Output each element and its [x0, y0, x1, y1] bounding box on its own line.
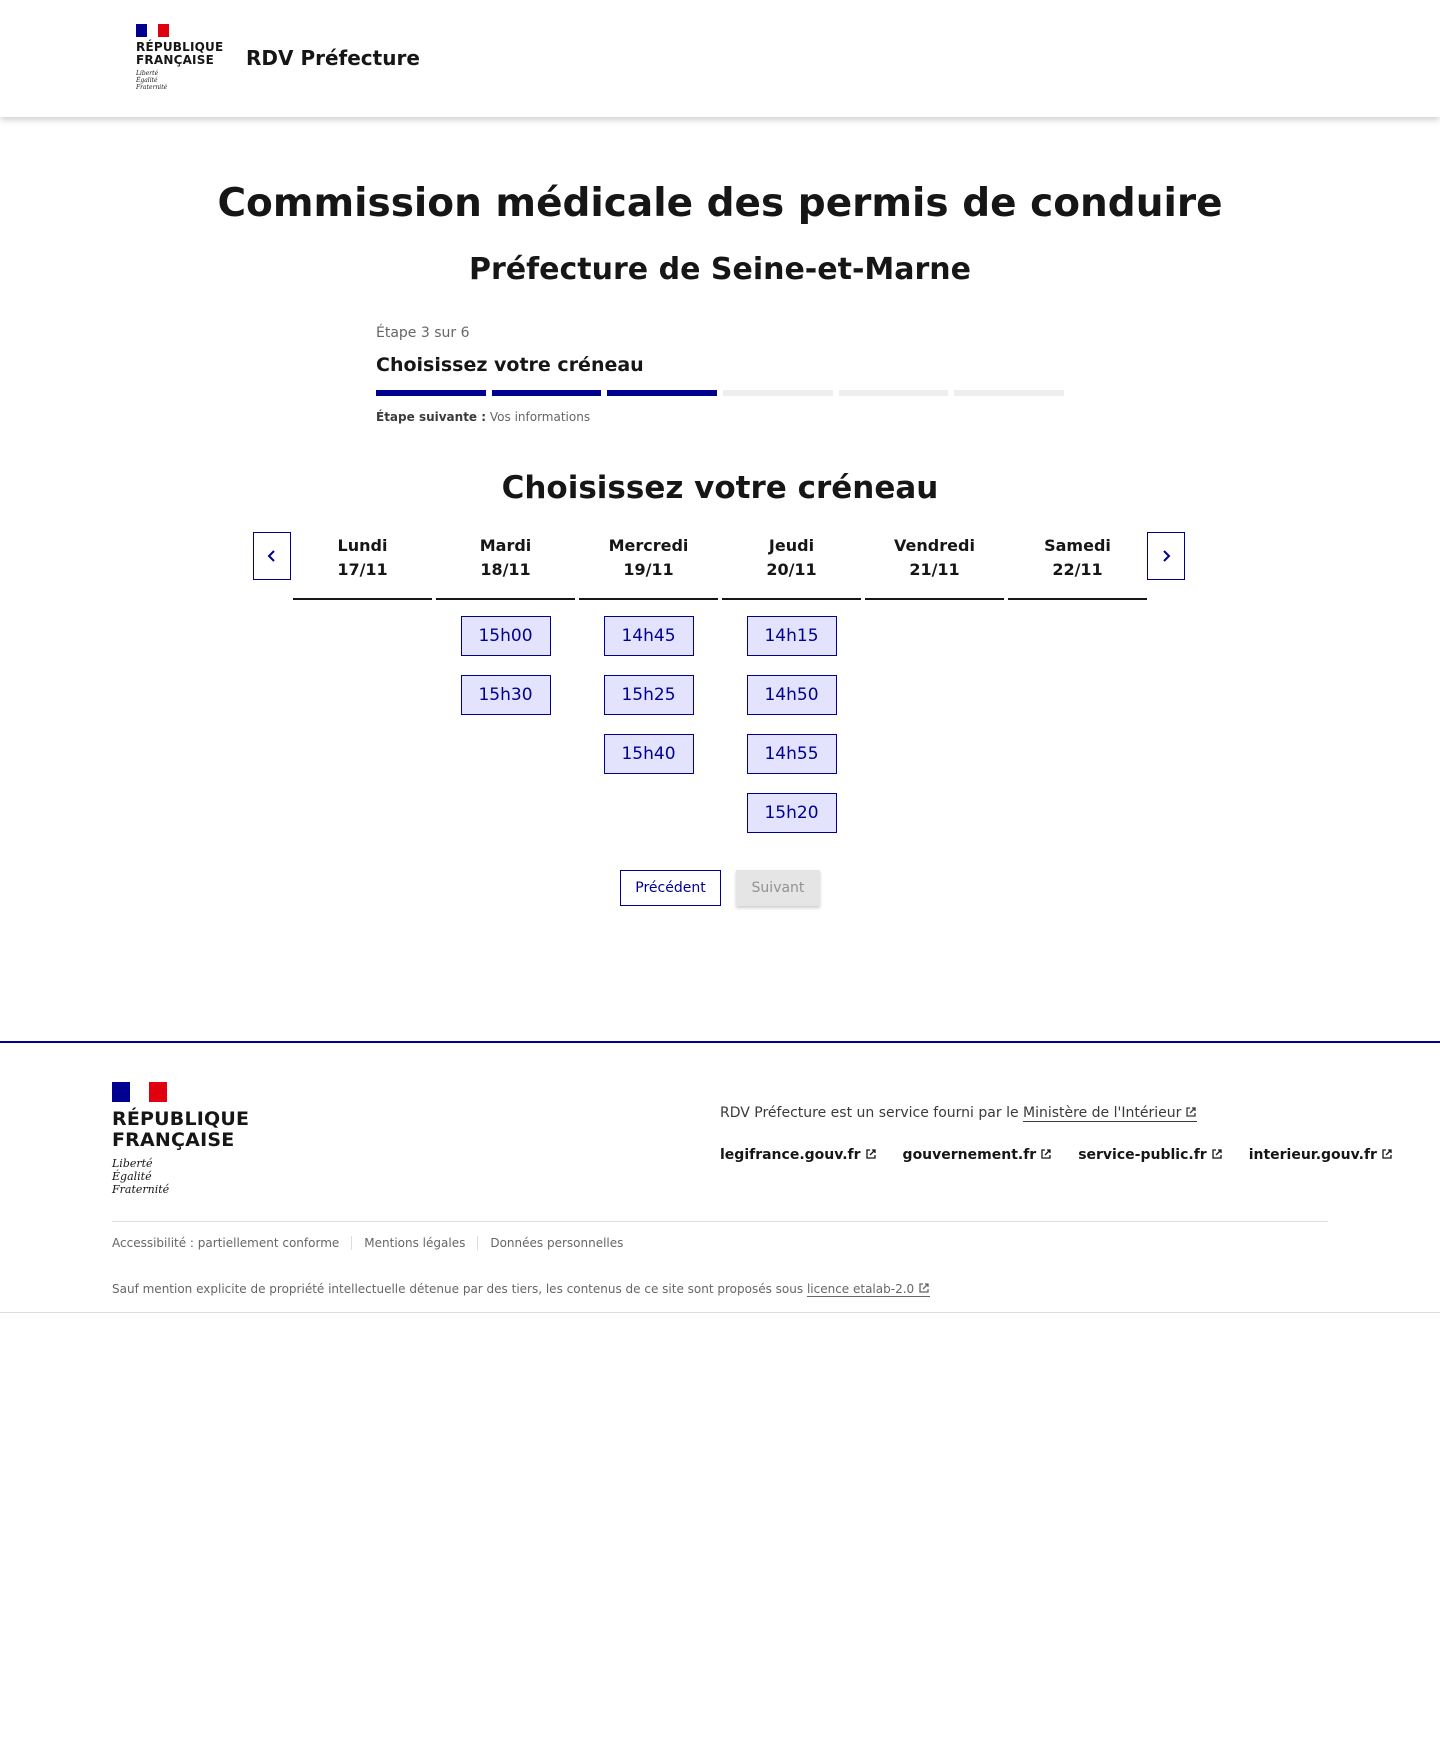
- external-link-icon: [918, 1282, 930, 1294]
- footer-bottom-links: [112, 1236, 635, 1250]
- day-column: [722, 532, 861, 833]
- time-slot-button[interactable]: 14h55: [747, 734, 837, 774]
- footer-license: Sauf mention explicite de propriété intellectuelle détenue par des tiers, les contenus de ce site sont proposés sous licence etalab-2.0: [112, 1282, 930, 1296]
- external-link-icon: [1211, 1148, 1223, 1160]
- day-date: 19/11: [623, 560, 674, 579]
- step-count: Étape 3 sur 6: [376, 325, 470, 341]
- day-date: 20/11: [766, 560, 817, 579]
- day-column: [293, 532, 432, 833]
- day-column: [865, 532, 1004, 833]
- footer-bottom-link[interactable]: Mentions légales: [351, 1236, 477, 1250]
- day-name: Mercredi: [608, 536, 689, 555]
- page-subtitle: Préfecture de Seine-et-Marne: [469, 252, 971, 287]
- logo-motto: Liberté Égalité Fraternité: [136, 70, 168, 91]
- day-column: [579, 532, 718, 833]
- time-slot-button[interactable]: 15h00: [461, 616, 551, 656]
- day-column: [1008, 532, 1147, 833]
- slot-list: [865, 600, 1004, 616]
- days-grid: [293, 532, 1147, 833]
- next-step: [376, 410, 1064, 424]
- time-slot-button[interactable]: 15h25: [604, 675, 694, 715]
- step-bar: [376, 390, 486, 396]
- license-link[interactable]: licence etalab-2.0: [807, 1282, 930, 1297]
- step-bar: [607, 390, 717, 396]
- footer-logo-text: RÉPUBLIQUE FRANÇAISE: [112, 1108, 250, 1151]
- time-slot-button[interactable]: 15h30: [461, 675, 551, 715]
- footer-bottom-link[interactable]: Accessibilité : partiellement conforme: [112, 1236, 340, 1250]
- time-slot-button[interactable]: 14h45: [604, 616, 694, 656]
- site-header: [0, 0, 1440, 117]
- day-header: [293, 532, 432, 600]
- step-bar: [723, 390, 833, 396]
- footer-logo-motto: Liberté Égalité Fraternité: [112, 1157, 170, 1196]
- ministere-link[interactable]: Ministère de l'Intérieur: [1023, 1105, 1197, 1122]
- slot-list: [293, 600, 432, 616]
- day-name: Jeudi: [768, 536, 815, 555]
- footer-divider: [112, 1221, 1328, 1222]
- chevron-right-icon: [1159, 549, 1173, 563]
- next-button-disabled: Suivant: [736, 870, 820, 906]
- footer-links: [720, 1147, 1393, 1163]
- day-header: [436, 532, 575, 600]
- day-header: [722, 532, 861, 600]
- step-bar: [492, 390, 602, 396]
- next-step-value: Vos informations: [489, 410, 591, 424]
- footer-link[interactable]: gouvernement.fr: [903, 1147, 1053, 1163]
- step-progress: [376, 390, 1064, 396]
- footer-description: RDV Préfecture est un service fourni par le Ministère de l'Intérieur: [720, 1105, 1197, 1121]
- day-date: 18/11: [480, 560, 531, 579]
- chevron-left-icon: [265, 549, 279, 563]
- day-name: Lundi: [337, 536, 388, 555]
- day-header: [865, 532, 1004, 600]
- service-name[interactable]: RDV Préfecture: [246, 46, 420, 70]
- time-slot-button[interactable]: 15h40: [604, 734, 694, 774]
- day-name: Samedi: [1044, 536, 1111, 555]
- time-slot-button[interactable]: 14h15: [747, 616, 837, 656]
- footer-logo[interactable]: [112, 1082, 249, 1196]
- time-slot-button[interactable]: 15h20: [747, 793, 837, 833]
- slot-list: [436, 600, 575, 715]
- slot-list: [1008, 600, 1147, 616]
- marianne-flag-icon: [112, 1082, 167, 1102]
- footer-link[interactable]: interieur.gouv.fr: [1249, 1147, 1393, 1163]
- day-column: [436, 532, 575, 833]
- day-date: 17/11: [337, 560, 388, 579]
- footer-link[interactable]: service-public.fr: [1078, 1147, 1222, 1163]
- previous-button[interactable]: Précédent: [620, 870, 721, 906]
- external-link-icon: [865, 1148, 877, 1160]
- footer-link[interactable]: legifrance.gouv.fr: [720, 1147, 877, 1163]
- day-header: [1008, 532, 1147, 600]
- next-step-label: Étape suivante :: [376, 410, 487, 424]
- footer-bottom-link[interactable]: Données personnelles: [477, 1236, 635, 1250]
- republique-francaise-logo[interactable]: [136, 24, 226, 91]
- external-link-icon: [1381, 1148, 1393, 1160]
- day-date: 22/11: [1052, 560, 1103, 579]
- step-title: Choisissez votre créneau: [376, 354, 644, 376]
- marianne-flag-icon: [136, 24, 169, 37]
- stepper: [376, 323, 1064, 424]
- time-slot-button[interactable]: 14h50: [747, 675, 837, 715]
- external-link-icon: [1185, 1106, 1197, 1118]
- site-footer: [0, 1041, 1440, 1313]
- previous-week-button[interactable]: [253, 532, 291, 580]
- logo-text: RÉPUBLIQUE FRANÇAISE: [136, 40, 224, 67]
- day-date: 21/11: [909, 560, 960, 579]
- slot-list: [579, 600, 718, 774]
- day-header: [579, 532, 718, 600]
- external-link-icon: [1040, 1148, 1052, 1160]
- step-bar: [839, 390, 949, 396]
- slot-list: [722, 600, 861, 833]
- page-title: Commission médicale des permis de conduire: [217, 181, 1223, 226]
- day-name: Mardi: [479, 536, 532, 555]
- day-name: Vendredi: [894, 536, 975, 555]
- next-week-button[interactable]: [1147, 532, 1185, 580]
- slots-title: Choisissez votre créneau: [501, 470, 939, 506]
- step-bar: [954, 390, 1064, 396]
